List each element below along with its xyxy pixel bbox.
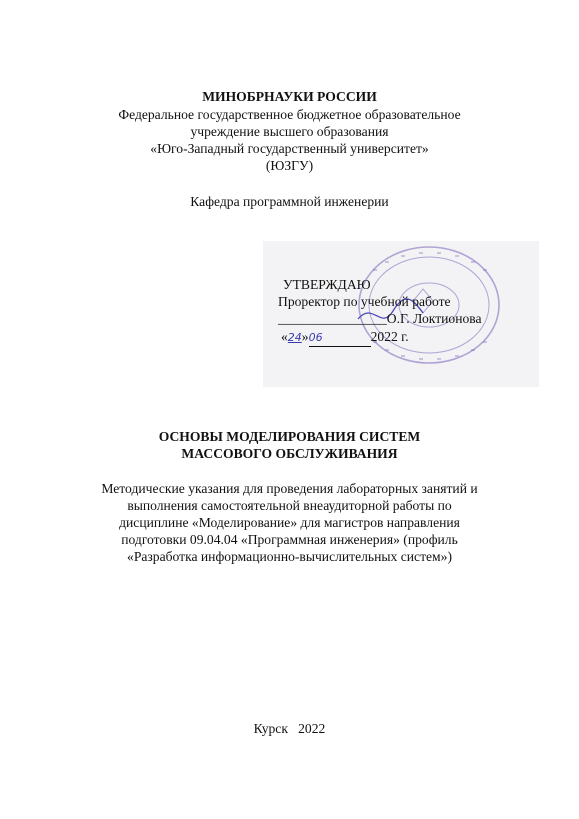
description-line: подготовки 09.04.04 «Программная инженерия» (профиль: [121, 532, 458, 547]
document-title-line: ОСНОВЫ МОДЕЛИРОВАНИЯ СИСТЕМ: [158, 429, 421, 444]
date-month: 06: [309, 330, 371, 347]
city-year: Курск 2022: [253, 721, 326, 736]
institution-line: учреждение высшего образования: [190, 124, 389, 139]
description-line: «Разработка информационно-вычислительных систем»): [127, 549, 452, 564]
description-line: дисциплине «Моделирование» для магистров направления: [119, 515, 460, 530]
date-year: 2022 г.: [370, 329, 409, 344]
description-line: выполнения самостоятельной внеаудиторной работы по: [127, 498, 452, 513]
university-name: «Юго-Западный государственный университет»: [150, 141, 429, 156]
approval-block: [263, 241, 539, 387]
institution-line: Федеральное государственное бюджетное образовательное: [118, 107, 461, 122]
description-line: Методические указания для проведения лабораторных занятий и: [101, 481, 478, 496]
approval-date: «24»06 2022 г.: [281, 329, 409, 347]
department-name: Кафедра программной инженерии: [190, 194, 389, 209]
signature-line: ________________: [278, 311, 387, 326]
date-day: 24: [287, 331, 302, 344]
approval-position: Проректор по учебной работе: [278, 294, 451, 309]
approval-title: УТВЕРЖДАЮ: [283, 277, 371, 292]
approver-name: О.Г. Локтионова: [386, 311, 482, 326]
university-abbr: (ЮЗГУ): [265, 158, 314, 173]
approval-signature-row: [278, 311, 482, 327]
ministry-heading: МИНОБРНАУКИ РОССИИ: [202, 89, 377, 104]
document-title-line: МАССОВОГО ОБСЛУЖИВАНИЯ: [181, 446, 398, 461]
